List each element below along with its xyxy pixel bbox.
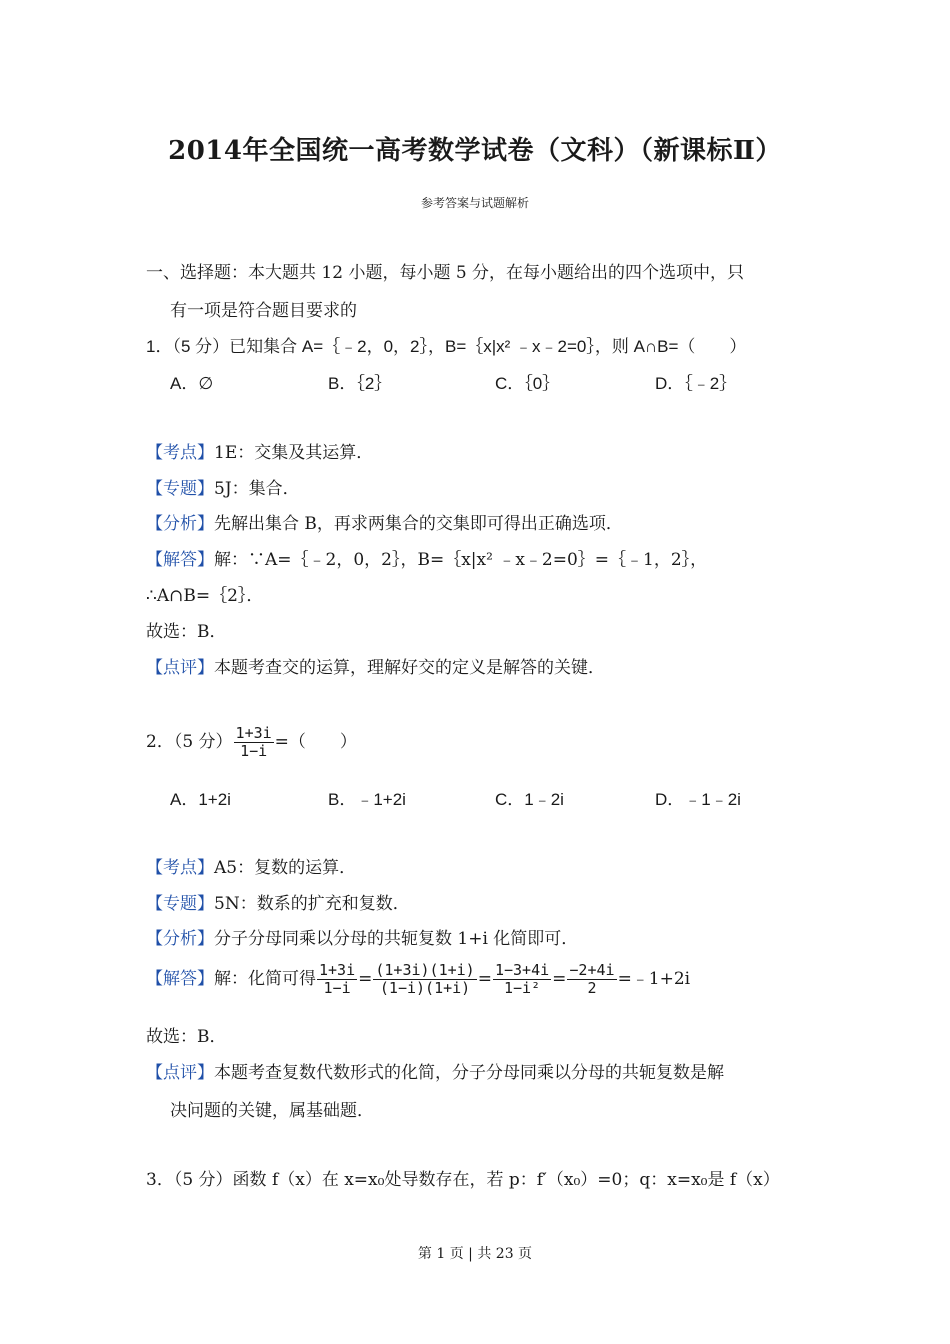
q2-jieda-frac-2 [373,962,476,997]
q2-option-a: A．1+2i [170,790,231,809]
q1-step2: ∴A∩B=｛2｝． [146,586,264,606]
q2-f4-num: −2+4i [569,961,615,979]
q2-prefix: 2．（5 分） [146,732,233,752]
q2-stem [146,725,357,760]
q1-option-d: D．｛﹣2｝ [655,374,737,393]
q1-fenxi [146,509,623,534]
q2-jieda-tag: 【解答】 [146,969,214,989]
q2-option-c: C．1﹣2i [495,790,564,809]
q1-option-b: B．｛2｝ [328,374,392,393]
q2-dianping-tag: 【点评】 [146,1063,214,1083]
q2-zhuanti-text: 5N：数系的扩充和复数． [214,894,410,914]
q2-dianping-text-1: 本题考查复数代数形式的化简，分子分母同乘以分母的共轭复数是解 [214,1063,724,1083]
q2-eq-2: = [477,969,492,989]
q1-kaodian-tag: 【考点】 [146,443,214,463]
q2-f3-num: 1−3+4i [494,961,550,979]
q1-stem: 1．（5 分）已知集合 A=｛﹣2，0，2｝，B=｛x|x² ﹣x﹣2=0｝，则 A∩B=（ ） [146,337,747,356]
q2-dianping [146,1058,724,1083]
q1-dianping-text: 本题考查交的运算，理解好交的定义是解答的关键． [214,658,605,678]
q1-dianping [146,653,605,678]
q2-f2-num: (1+3i)(1+i) [375,961,475,979]
q1-zhuanti [146,474,300,499]
q2-choice: 故选：B． [146,1027,227,1047]
q1-choice: 故选：B． [146,622,227,642]
q2-jieda [146,962,690,997]
q2-kaodian-tag: 【考点】 [146,858,214,878]
q2-jieda-frac-4 [567,962,616,997]
q2-fenxi-tag: 【分析】 [146,929,214,949]
q2-jieda-frac-3 [493,962,551,997]
q2-jieda-result: =﹣1+2i [617,969,691,989]
q1-zhuanti-text: 5J：集合． [214,479,300,499]
q2-f1-num: 1+3i [319,961,356,979]
q2-frac-num: 1+3i [235,724,272,742]
q3-stem: 3．（5 分）函数 f（x）在 x=x₀处导数存在，若 p：f′（x₀）=0；q：x=x₀是 f（x） [146,1170,780,1190]
q2-kaodian-text: A5：复数的运算． [214,858,357,878]
q1-option-a: A．∅ [170,374,214,393]
q2-option-b: B．﹣1+2i [328,790,406,809]
q2-fenxi-text: 分子分母同乘以分母的共轭复数 1+i 化简即可． [214,929,579,949]
page-footer: 第 1 页 | 共 23 页 [417,1246,533,1262]
q2-zhuanti [146,889,410,914]
q1-fenxi-tag: 【分析】 [146,514,214,534]
q1-jieda-tag: 【解答】 [146,550,214,570]
q2-fraction [234,725,274,760]
page-title: 2014年全国统一高考数学试卷（文科）（新课标Ⅱ） [168,136,782,166]
q1-kaodian-text: 1E：交集及其运算． [214,443,374,463]
q1-jieda [146,545,707,570]
q1-fenxi-text: 先解出集合 B，再求两集合的交集即可得出正确选项． [214,514,623,534]
section-heading-line2: 有一项是符合题目要求的 [170,301,357,321]
q2-option-d: D．﹣1﹣2i [655,790,741,809]
q2-kaodian [146,853,356,878]
q1-dianping-tag: 【点评】 [146,658,214,678]
q1-kaodian [146,438,373,463]
q1-zhuanti-tag: 【专题】 [146,479,214,499]
q2-jieda-prefix: 解：化简可得 [214,969,316,989]
q1-option-c: C．｛0｝ [495,374,560,393]
q2-suffix: =（ ） [274,732,357,752]
q1-jieda-text: 解：∵A=｛﹣2，0，2｝，B=｛x|x² ﹣x﹣2=0｝=｛﹣1，2｝， [214,550,708,570]
section-heading-line1: 一、选择题：本大题共 12 小题，每小题 5 分，在每小题给出的四个选项中，只 [146,263,745,283]
q2-jieda-frac-1 [317,962,357,997]
q2-f3-den: 1−i² [504,979,541,997]
q2-f1-den: 1−i [323,979,351,997]
q2-eq-1: = [358,969,373,989]
q2-dianping-text-2: 决问题的关键，属基础题． [170,1101,374,1121]
q2-eq-3: = [552,969,567,989]
q2-f4-den: 2 [587,979,597,997]
q2-frac-den: 1−i [240,742,268,760]
q2-f2-den: (1−i)(1+i) [379,979,471,997]
q2-fenxi [146,924,578,949]
q2-zhuanti-tag: 【专题】 [146,894,214,914]
page-subtitle: 参考答案与试题解析 [420,196,529,210]
